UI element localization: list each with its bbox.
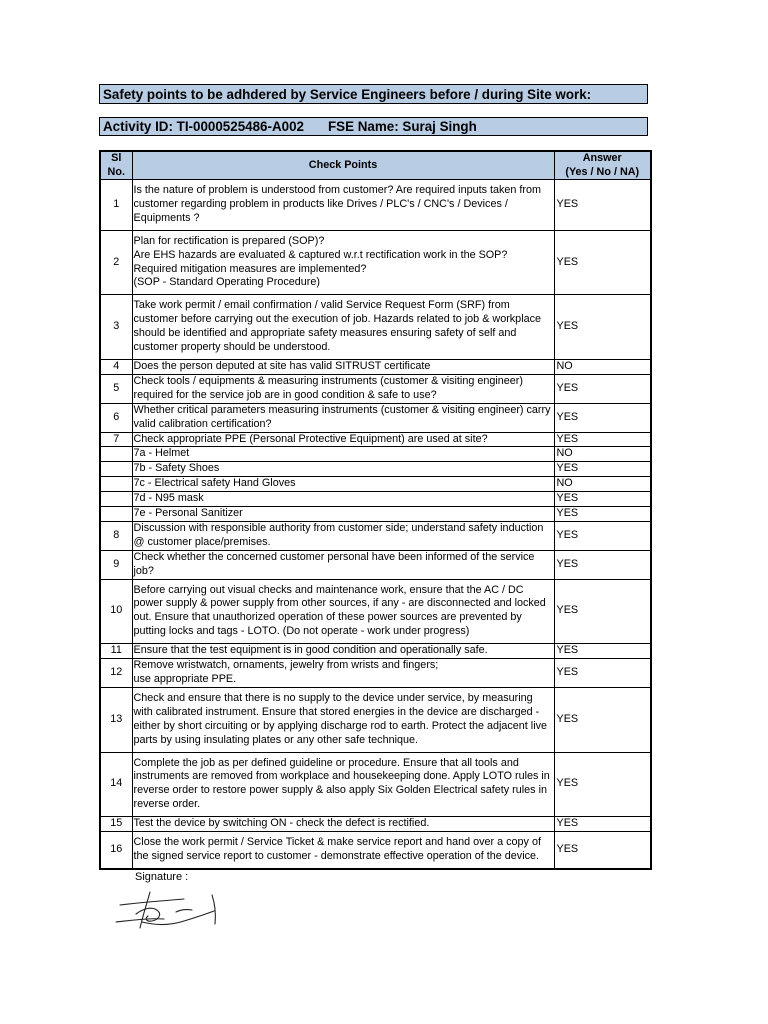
answer-value: YES — [554, 462, 651, 477]
answer-value: YES — [554, 374, 651, 403]
table-row — [100, 752, 651, 817]
table-row — [100, 180, 651, 231]
check-point-text: Take work permit / email confirmation / valid Service Request Form (SRF) from customer before carrying out the execution of job. Hazards related to job & workplace should be identified and appropriate safety measures ensuring safety of self and customer property should be understood. — [132, 295, 554, 360]
answer-value: YES — [554, 432, 651, 447]
check-point-text: 7c - Electrical safety Hand Gloves — [132, 477, 554, 492]
row-number: 10 — [100, 579, 132, 644]
column-header-sl-no: Sl No. — [100, 151, 132, 180]
column-header-check-points: Check Points — [132, 151, 554, 180]
table-row — [100, 550, 651, 579]
row-number: 11 — [100, 644, 132, 659]
signature-label: Signature : — [135, 871, 189, 883]
check-point-text: Test the device by switching ON - check the defect is rectified. — [132, 817, 554, 832]
row-number: 15 — [100, 817, 132, 832]
row-number: 14 — [100, 752, 132, 817]
row-number: 7 — [100, 432, 132, 447]
row-number: 8 — [100, 521, 132, 550]
safety-checklist-table — [99, 150, 652, 870]
check-point-text: Is the nature of problem is understood from customer? Are required inputs taken from customer regarding problem in products like Drives / PLC's / CNC's / Devices / Equipments ? — [132, 180, 554, 231]
answer-value: YES — [554, 644, 651, 659]
table-row — [100, 492, 651, 507]
row-number: 13 — [100, 687, 132, 752]
check-point-text: Complete the job as per defined guideline or procedure. Ensure that all tools and instruments are removed from workplace and housekeeping done. Apply LOTO rules in reverse order to restore power supply & also apply Six Golden Electrical safety rules in reverse order. — [132, 752, 554, 817]
row-number: 6 — [100, 403, 132, 432]
table-row — [100, 374, 651, 403]
table-row — [100, 403, 651, 432]
table-row — [100, 447, 651, 462]
answer-value: YES — [554, 832, 651, 869]
answer-value: YES — [554, 507, 651, 522]
table-row — [100, 832, 651, 869]
row-number — [100, 507, 132, 522]
table-row — [100, 432, 651, 447]
fse-name: FSE Name: Suraj Singh — [327, 119, 477, 134]
row-number — [100, 447, 132, 462]
answer-value: YES — [554, 295, 651, 360]
check-point-text: Check tools / equipments & measuring instruments (customer & visiting engineer) required for the service job are in good condition & safe to use? — [132, 374, 554, 403]
table-row — [100, 817, 651, 832]
row-number: 9 — [100, 550, 132, 579]
check-point-text: Check and ensure that there is no supply to the device under service, by measuring with calibrated instrument. Ensure that stored energies in the device are discharged - either by short circuiting or by applying discharge rod to earth. Protect the adjacent live parts by using insulating plates or any other safe technique. — [132, 687, 554, 752]
answer-value: YES — [554, 659, 651, 688]
check-point-text: 7e - Personal Sanitizer — [132, 507, 554, 522]
table-row — [100, 579, 651, 644]
column-header-answer: Answer (Yes / No / NA) — [554, 151, 651, 180]
check-point-text: 7d - N95 mask — [132, 492, 554, 507]
row-number: 2 — [100, 230, 132, 295]
check-point-text: Discussion with responsible authority from customer side; understand safety induction @ customer place/premises. — [132, 521, 554, 550]
answer-value: YES — [554, 230, 651, 295]
check-point-text: Check appropriate PPE (Personal Protective Equipment) are used at site? — [132, 432, 554, 447]
answer-value: YES — [554, 579, 651, 644]
answer-value: NO — [554, 447, 651, 462]
check-point-text: Plan for rectification is prepared (SOP)? Are EHS hazards are evaluated & captured w.r.t rectification work in the SOP? Required mitigation measures are implemented? (SOP - Standard Operating Procedure) — [132, 230, 554, 295]
table-row — [100, 462, 651, 477]
table-row — [100, 477, 651, 492]
document-title-text: Safety points to be adhdered by Service Engineers before / during Site work: — [103, 86, 592, 102]
table-row — [100, 687, 651, 752]
table-row — [100, 644, 651, 659]
activity-id: Activity ID: TI-0000525486-A002 — [103, 119, 304, 134]
table-header-row — [100, 151, 651, 180]
row-number — [100, 462, 132, 477]
check-point-text: Does the person deputed at site has valid SITRUST certificate — [132, 359, 554, 374]
document-title — [99, 84, 648, 104]
row-number: 4 — [100, 359, 132, 374]
row-number — [100, 477, 132, 492]
answer-value: YES — [554, 687, 651, 752]
row-number: 5 — [100, 374, 132, 403]
table-row — [100, 359, 651, 374]
check-point-text: Remove wristwatch, ornaments, jewelry from wrists and fingers; use appropriate PPE. — [132, 659, 554, 688]
answer-value: YES — [554, 492, 651, 507]
answer-value: YES — [554, 550, 651, 579]
row-number: 16 — [100, 832, 132, 869]
answer-value: YES — [554, 752, 651, 817]
table-row — [100, 230, 651, 295]
row-number: 12 — [100, 659, 132, 688]
check-point-text: Before carrying out visual checks and maintenance work, ensure that the AC / DC power supply & power supply from other sources, if any - are disconnected and locked out. Ensure that unauthorized operation of these power sources are prevented by putting locks and tags - LOTO. (Do not operate - work under progress) — [132, 579, 554, 644]
check-point-text: 7a - Helmet — [132, 447, 554, 462]
answer-value: YES — [554, 403, 651, 432]
signature-image — [114, 888, 234, 938]
check-point-text: 7b - Safety Shoes — [132, 462, 554, 477]
table-row — [100, 521, 651, 550]
activity-header — [99, 117, 648, 136]
check-point-text: Check whether the concerned customer personal have been informed of the service job? — [132, 550, 554, 579]
check-point-text: Whether critical parameters measuring instruments (customer & visiting engineer) carry valid calibration certification? — [132, 403, 554, 432]
table-row — [100, 507, 651, 522]
table-row — [100, 659, 651, 688]
row-number — [100, 492, 132, 507]
answer-value: NO — [554, 477, 651, 492]
answer-value: YES — [554, 180, 651, 231]
check-point-text: Ensure that the test equipment is in good condition and operationally safe. — [132, 644, 554, 659]
answer-value: YES — [554, 521, 651, 550]
table-row — [100, 295, 651, 360]
answer-value: NO — [554, 359, 651, 374]
check-point-text: Close the work permit / Service Ticket & make service report and hand over a copy of the signed service report to customer - demonstrate effective operation of the device. — [132, 832, 554, 869]
answer-value: YES — [554, 817, 651, 832]
row-number: 3 — [100, 295, 132, 360]
row-number: 1 — [100, 180, 132, 231]
